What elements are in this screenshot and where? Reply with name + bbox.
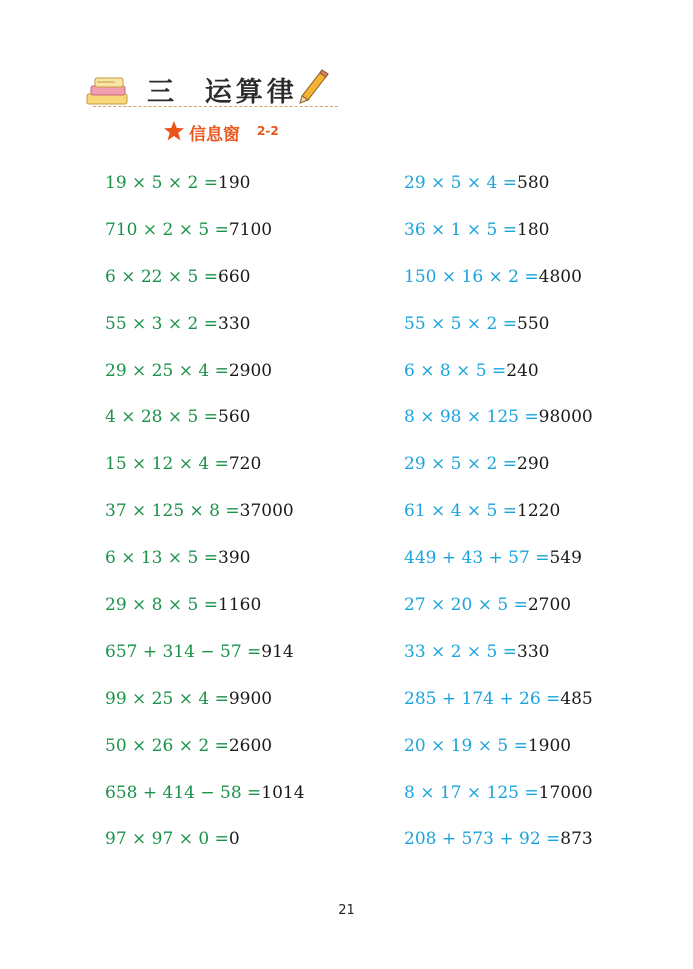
equation-answer: 580 — [517, 173, 550, 193]
equation-row — [404, 826, 684, 873]
chapter-title: 三 运算律 — [147, 77, 298, 108]
equation-row — [404, 592, 684, 639]
equation-answer: 550 — [517, 313, 550, 334]
equation-answer: 9900 — [228, 688, 273, 709]
right-equation-column — [404, 170, 684, 873]
equation-row — [105, 733, 385, 780]
page-number: 21 — [338, 903, 355, 918]
equation-expression: 29 × 8 × 5 = — [105, 595, 219, 616]
equation-answer: 660 — [218, 266, 251, 287]
equation-row — [404, 498, 684, 545]
equation-row — [105, 780, 385, 827]
equation-answer: 1220 — [517, 501, 561, 522]
equation-answer: 330 — [517, 641, 550, 662]
equation-row — [404, 451, 684, 498]
equation-answer: 2600 — [228, 735, 273, 756]
equation-row — [404, 686, 684, 733]
equation-expression: 29 × 5 × 4 = — [404, 173, 518, 193]
equation-expression: 285 + 174 + 26 = — [404, 688, 561, 709]
equation-answer: 290 — [517, 454, 550, 475]
equation-expression: 99 × 25 × 4 = — [105, 688, 229, 709]
equation-row — [105, 639, 385, 686]
equation-expression: 657 + 314 − 57 = — [105, 641, 262, 662]
equation-row — [404, 545, 684, 592]
equation-answer: 37000 — [239, 501, 294, 522]
equation-answer: 485 — [560, 688, 593, 709]
equation-answer: 914 — [261, 641, 294, 662]
info-window-label: 信息窗 — [189, 125, 240, 145]
equation-row — [105, 592, 385, 639]
equation-answer: 17000 — [538, 782, 593, 803]
equation-row — [105, 217, 385, 264]
equation-row — [404, 217, 684, 264]
equation-row — [105, 451, 385, 498]
equation-expression: 27 × 20 × 5 = — [404, 595, 528, 616]
equation-expression: 658 + 414 − 58 = — [105, 782, 262, 803]
equation-row — [105, 264, 385, 311]
equation-expression: 449 + 43 + 57 = — [404, 548, 550, 569]
equation-expression: 710 × 2 × 5 = — [105, 219, 229, 240]
equation-answer: 1014 — [261, 782, 305, 803]
equation-expression: 37 × 125 × 8 = — [105, 501, 240, 522]
equation-row — [105, 404, 385, 451]
chapter-header — [85, 68, 335, 108]
pencil-icon — [298, 68, 330, 104]
equation-expression: 29 × 25 × 4 = — [105, 360, 229, 381]
equation-answer: 0 — [228, 829, 240, 850]
equation-row — [404, 170, 684, 217]
equation-row — [404, 780, 684, 827]
equation-answer: 1900 — [527, 735, 572, 756]
equation-row — [105, 545, 385, 592]
equation-row — [105, 498, 385, 545]
equation-answer: 98000 — [538, 407, 593, 428]
equation-row — [404, 404, 684, 451]
equation-row — [404, 358, 684, 405]
equation-expression: 20 × 19 × 5 = — [404, 735, 528, 756]
equation-expression: 33 × 2 × 5 = — [404, 641, 518, 662]
equation-expression: 55 × 5 × 2 = — [404, 313, 518, 334]
equation-answer: 1160 — [218, 595, 262, 616]
equation-expression: 150 × 16 × 2 = — [404, 266, 539, 287]
equation-row — [404, 733, 684, 780]
equation-answer: 560 — [218, 407, 251, 428]
equation-expression: 6 × 8 × 5 = — [404, 360, 507, 381]
equation-answer: 4800 — [538, 266, 582, 287]
equation-answer: 330 — [218, 313, 251, 334]
equation-expression: 6 × 22 × 5 = — [105, 266, 219, 287]
star-icon — [163, 120, 185, 142]
equation-expression: 61 × 4 × 5 = — [404, 501, 518, 522]
equation-row — [404, 639, 684, 686]
equation-expression: 29 × 5 × 2 = — [404, 454, 518, 475]
equation-answer: 190 — [218, 173, 251, 193]
header-underline — [93, 106, 338, 107]
equation-expression: 36 × 1 × 5 = — [404, 219, 518, 240]
equation-answer: 2900 — [228, 360, 273, 381]
equation-row — [105, 686, 385, 733]
equation-answer: 7100 — [228, 219, 273, 240]
equation-answer: 720 — [228, 454, 262, 475]
equation-expression: 4 × 28 × 5 = — [105, 407, 219, 428]
equation-row — [105, 358, 385, 405]
equation-row — [404, 264, 684, 311]
equation-row — [404, 311, 684, 358]
equation-expression: 208 + 573 + 92 = — [404, 829, 561, 850]
equation-answer: 180 — [517, 219, 550, 240]
equation-row — [105, 311, 385, 358]
equation-answer: 390 — [218, 548, 251, 569]
equation-row — [105, 170, 385, 217]
equation-answer: 549 — [549, 548, 582, 569]
info-window-code: 2-2 — [257, 124, 279, 138]
equation-expression: 50 × 26 × 2 = — [105, 735, 229, 756]
equation-expression: 19 × 5 × 2 = — [105, 173, 219, 193]
equation-answer: 873 — [560, 829, 593, 850]
equation-answer: 2700 — [527, 595, 572, 616]
equation-expression: 15 × 12 × 4 = — [105, 454, 229, 475]
equation-expression: 55 × 3 × 2 = — [105, 313, 219, 334]
equation-expression: 8 × 98 × 125 = — [404, 407, 539, 428]
equation-expression: 6 × 13 × 5 = — [105, 548, 219, 569]
books-icon — [85, 74, 133, 108]
left-equation-column — [105, 170, 385, 873]
equation-row — [105, 826, 385, 873]
equation-answer: 240 — [506, 360, 539, 381]
equation-expression: 97 × 97 × 0 = — [105, 829, 229, 850]
equation-expression: 8 × 17 × 125 = — [404, 782, 539, 803]
